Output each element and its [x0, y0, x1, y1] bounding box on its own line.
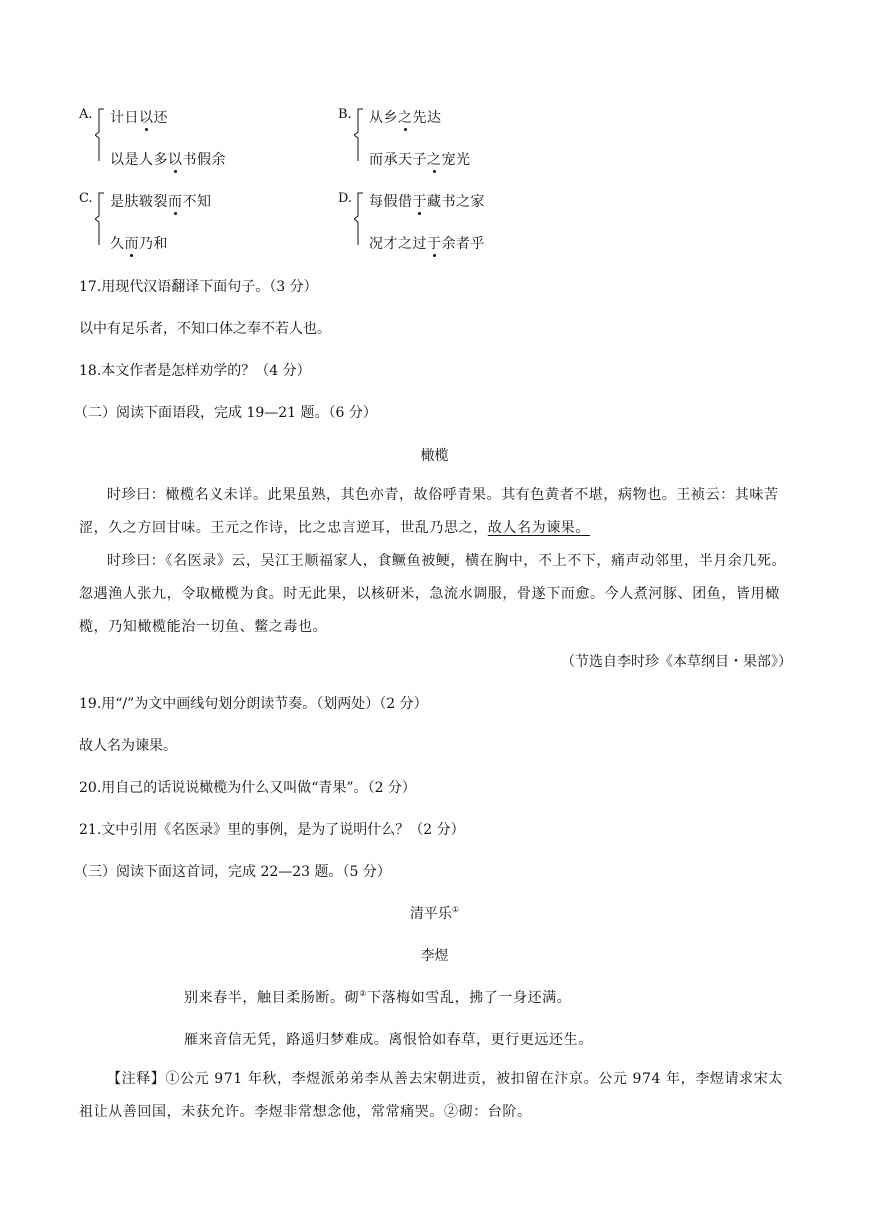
option-line: 况才之过于余者乎 — [369, 233, 485, 253]
brace-icon — [95, 108, 103, 162]
passage-title: 橄榄 — [420, 448, 449, 464]
q19-sentence: 故人名为谏果。 — [79, 738, 177, 754]
poem-title: 清平乐① — [409, 905, 460, 922]
footnote-marker: ② — [359, 989, 367, 998]
poem-line: 别来春半，触目柔肠断。砌②下落梅如雪乱，拂了一身还满。 — [184, 989, 572, 1006]
passage-paragraph: 时珍曰：《名医录》云，吴江王顺福家人，食鳜鱼被鲠，横在胸中，不上不下，痛声动邻里，半月余几死。忽遇渔人张九，令取橄榄为食。时无此果，以核研米，急流水调服，骨遂下而愈。今人煮河豚、团鱼，皆用橄榄，乃知橄榄能治一切鱼、鳖之毒也。 — [79, 553, 787, 635]
option-line: 从乡之先达 — [369, 107, 442, 127]
option-letter: B. — [338, 107, 352, 122]
option-line: 以是人多以书假余 — [110, 149, 226, 169]
brace-icon — [354, 192, 362, 246]
passage-source: （节选自李时珍《本草纲目・果部》） — [561, 654, 792, 670]
passage-paragraph: 时珍曰：橄榄名义未详。此果虽熟，其色亦青，故俗呼青果。其有色黄者不堪，病物也。王祯云：其味苦涩，久之方回甘味。王元之作诗，比之忠言逆耳，世乱乃思之，故人名为谏果。 — [79, 487, 779, 536]
q17-sentence: 以中有足乐者，不知口体之奉不若人也。 — [79, 321, 331, 337]
underlined-sentence: 故人名为谏果。 — [487, 520, 591, 536]
q19-prompt: 19.用“/”为文中画线句划分朗读节奏。（划两处）（2 分） — [79, 696, 428, 712]
option-line: 久而乃和 — [110, 233, 168, 253]
q20-prompt: 20.用自己的话说说橄榄为什么又叫做“青果”。（2 分） — [79, 780, 416, 796]
option-line: 计日以还 — [110, 107, 168, 127]
option-line: 是肤皲裂而不知 — [110, 191, 212, 211]
q18-prompt: 18.本文作者是怎样劝学的？（4 分） — [79, 363, 311, 379]
option-line: 每假借于藏书之家 — [369, 191, 485, 211]
q17-prompt: 17.用现代汉语翻译下面句子。（3 分） — [79, 279, 318, 295]
section2-heading: （二）阅读下面语段，完成 19—21 题。（6 分） — [74, 405, 377, 421]
option-letter: D. — [338, 191, 353, 206]
poem-author: 李煜 — [420, 948, 449, 964]
poem-line: 雁来音信无凭，路遥归梦难成。离恨恰如春草，更行更远还生。 — [184, 1032, 593, 1048]
section3-heading: （三）阅读下面这首词，完成 22—23 题。（5 分） — [74, 864, 391, 880]
option-line: 而承天子之宠光 — [369, 149, 471, 169]
q21-prompt: 21.文中引用《名医录》里的事例，是为了说明什么？（2 分） — [79, 822, 465, 838]
poem-annotation: 【注释】①公元 971 年秋，李煜派弟弟李从善去宋朝进贡，被扣留在汴京。公元 974 年，李煜请求宋太祖让从善回国，未获允许。李煜非常想念他，常常痛哭。②砌：台阶。 — [79, 1071, 783, 1120]
option-letter: A. — [79, 107, 93, 122]
brace-icon — [95, 192, 103, 246]
footnote-marker: ① — [451, 905, 460, 914]
brace-icon — [354, 108, 362, 162]
option-letter: C. — [79, 191, 93, 206]
